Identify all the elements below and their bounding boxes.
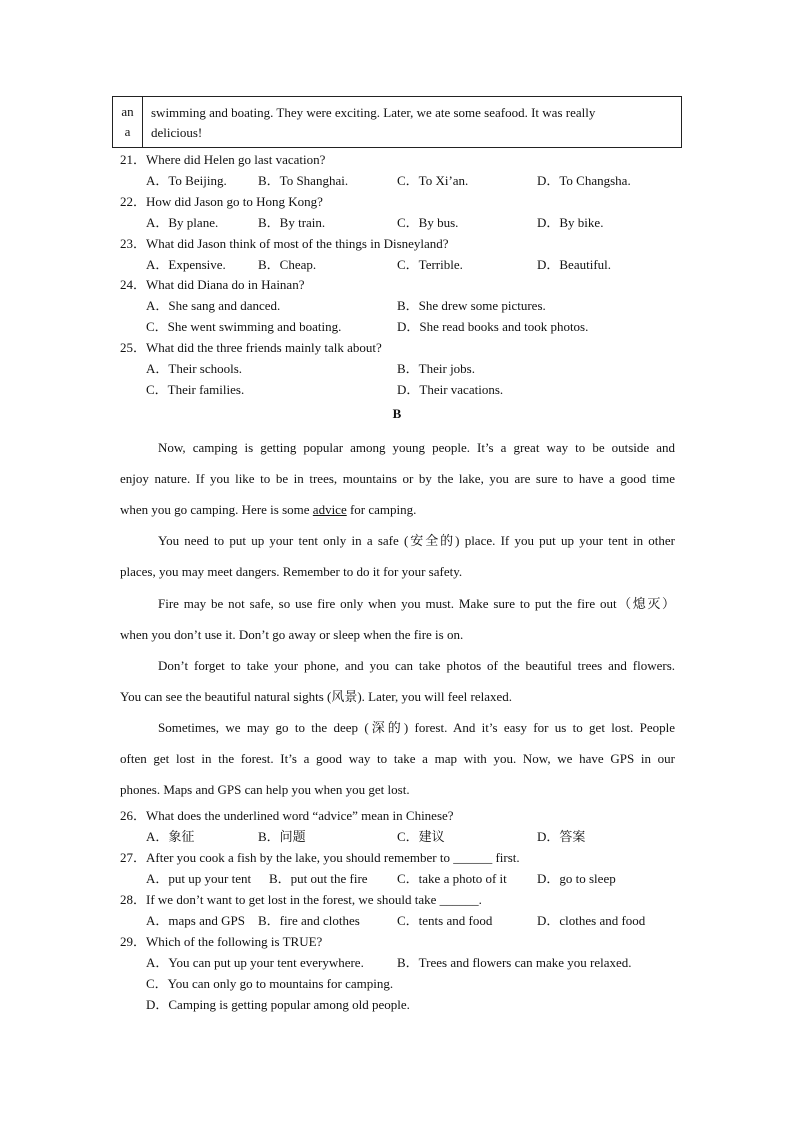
question-23: 23．What did Jason think of most of the things in Disneyland? — [120, 236, 449, 251]
option: D．Camping is getting popular among old people. — [146, 997, 410, 1012]
option: D．go to sleep — [537, 871, 616, 886]
passage-line: when you don’t use it. Don’t go away or sleep when the fire is on. — [120, 627, 464, 642]
option: A．By plane. — [146, 215, 219, 230]
option: C．建议 — [397, 829, 445, 844]
option: C．By bus. — [397, 215, 459, 230]
option: B．put out the fire — [269, 871, 368, 886]
table-right-cell — [143, 97, 681, 147]
option: D．She read books and took photos. — [397, 319, 589, 334]
option: A．put up your tent — [146, 871, 252, 886]
option: A．maps and GPS — [146, 913, 245, 928]
passage-paragraph-2 — [120, 525, 675, 587]
passage-line: Now, camping is getting popular among young people. It’s a great way to be outside and — [158, 440, 675, 455]
reading-table-fragment — [112, 96, 682, 148]
question-25: 25．What did the three friends mainly talk about? — [120, 340, 382, 355]
table-left-line: an — [121, 104, 134, 119]
option: B．Their jobs. — [397, 361, 475, 376]
passage-paragraph-4 — [120, 650, 675, 712]
option: A．Expensive. — [146, 257, 226, 272]
question-24: 24．What did Diana do in Hainan? — [120, 277, 305, 292]
table-left-cell — [113, 97, 143, 147]
option: C．She went swimming and boating. — [146, 319, 342, 334]
option: B．To Shanghai. — [258, 173, 349, 188]
option: C．You can only go to mountains for camping. — [146, 976, 394, 991]
passage-line: enjoy nature. If you like to be in trees, mountains or by the lake, you are sure to have a good time — [120, 471, 675, 486]
passage-line: You need to put up your tent only in a safe (安全的) place. If you put up your tent in other — [158, 533, 675, 548]
option: B．fire and clothes — [258, 913, 360, 928]
option: D．答案 — [537, 829, 586, 844]
option: B．Trees and flowers can make you relaxed. — [397, 955, 632, 970]
option: B．By train. — [258, 215, 326, 230]
section-heading: B — [392, 406, 402, 421]
option: A．You can put up your tent everywhere. — [146, 955, 364, 970]
question-22: 22．How did Jason go to Hong Kong? — [120, 194, 323, 209]
table-right-line: swimming and boating. They were exciting. Later, we ate some seafood. It was really — [151, 105, 596, 120]
option: B．She drew some pictures. — [397, 298, 546, 313]
question-28: 28．If we don’t want to get lost in the forest, we should take ______. — [120, 892, 482, 907]
option: B．问题 — [258, 829, 306, 844]
passage-line: often get lost in the forest. It’s a good way to take a map with you. Now, we have GPS in our — [120, 751, 675, 766]
passage-line: Don’t forget to take your phone, and you can take photos of the beautiful trees and flowers. — [158, 658, 675, 673]
question-29: 29．Which of the following is TRUE? — [120, 934, 323, 949]
question-27: 27．After you cook a fish by the lake, you should remember to ______ first. — [120, 850, 520, 865]
option: D．By bike. — [537, 215, 604, 230]
question-21: 21．Where did Helen go last vacation? — [120, 152, 326, 167]
table-left-line: a — [124, 124, 131, 139]
option: C．take a photo of it — [397, 871, 507, 886]
passage-line: places, you may meet dangers. Remember to do it for your safety. — [120, 564, 463, 579]
option: A．She sang and danced. — [146, 298, 281, 313]
table-right-line: delicious! — [151, 125, 203, 140]
option: D．Their vacations. — [397, 382, 504, 397]
passage-paragraph-1 — [120, 432, 675, 525]
passage-paragraph-3 — [120, 588, 675, 650]
question-26: 26．What does the underlined word “advice” mean in Chinese? — [120, 808, 454, 823]
option: C．tents and food — [397, 913, 493, 928]
option: C．To Xi’an. — [397, 173, 469, 188]
option: B．Cheap. — [258, 257, 317, 272]
passage-line: Sometimes, we may go to the deep (深的) forest. And it’s easy for us to get lost. People — [158, 720, 675, 735]
option: C．Terrible. — [397, 257, 463, 272]
underlined-word: advice — [312, 502, 347, 517]
option: C．Their families. — [146, 382, 245, 397]
option: A．To Beijing. — [146, 173, 227, 188]
passage-line: Fire may be not safe, so use fire only when you must. Make sure to put the fire out（熄灭） — [158, 596, 675, 611]
option: D．Beautiful. — [537, 257, 612, 272]
passage-paragraph-5 — [120, 712, 675, 805]
option: D．clothes and food — [537, 913, 646, 928]
passage-line: phones. Maps and GPS can help you when you get lost. — [120, 782, 410, 797]
option: A．Their schools. — [146, 361, 243, 376]
option: D．To Changsha. — [537, 173, 631, 188]
passage-line: You can see the beautiful natural sights (风景). Later, you will feel relaxed. — [120, 689, 513, 704]
passage-line: when you go camping. Here is some advice for camping. — [120, 502, 417, 517]
option: A．象征 — [146, 829, 195, 844]
